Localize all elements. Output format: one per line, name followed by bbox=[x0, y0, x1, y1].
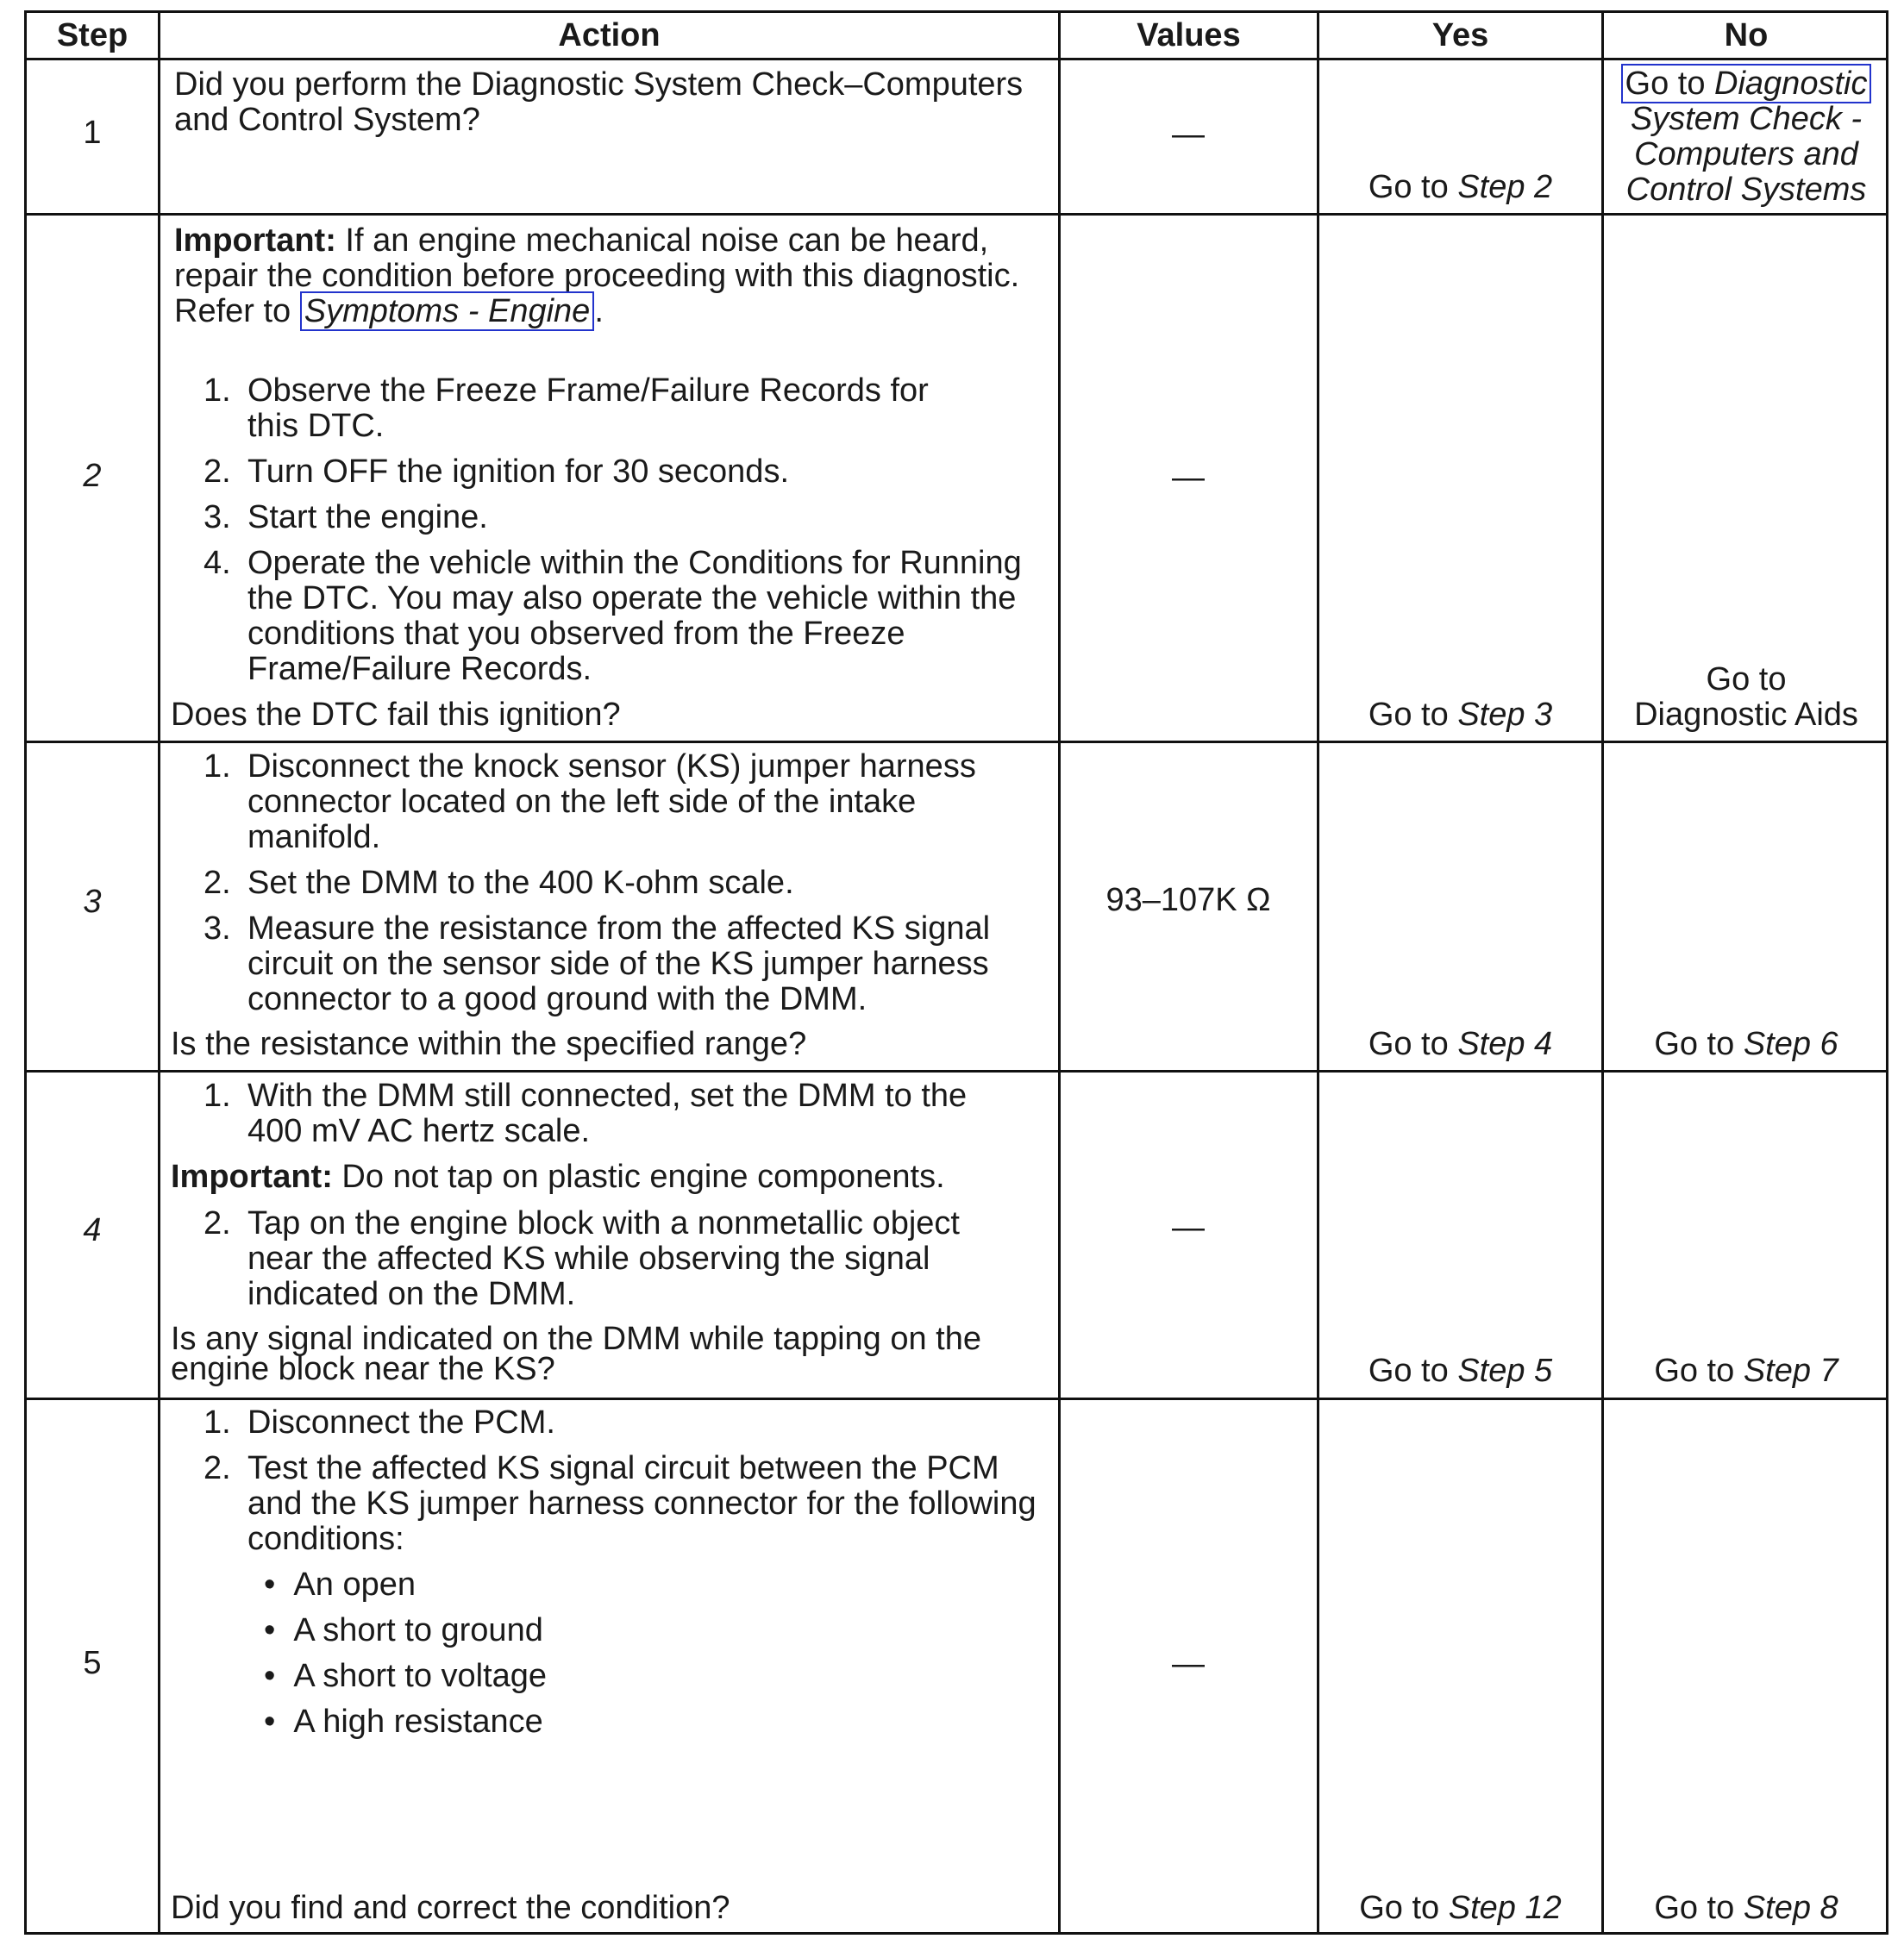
important-note bbox=[171, 1160, 945, 1195]
no-cell[interactable] bbox=[1604, 662, 1888, 733]
goto-text: Go to bbox=[1654, 1353, 1744, 1389]
list-item: Set the DMM to the 400 K-ohm scale. bbox=[247, 865, 794, 901]
yes-cell bbox=[1319, 1891, 1601, 1926]
header-no: No bbox=[1724, 16, 1769, 53]
col-divider bbox=[1058, 13, 1061, 1932]
question-text: Does the DTC fail this ignition? bbox=[171, 697, 621, 733]
goto-text: Go to bbox=[1625, 66, 1715, 102]
row-divider bbox=[27, 213, 1886, 216]
question-text: engine block near the KS? bbox=[171, 1351, 555, 1387]
list-item: and the KS jumper harness connector for the following bbox=[247, 1485, 1037, 1522]
value-cell: — bbox=[1172, 1210, 1205, 1246]
step-link[interactable]: Step 7 bbox=[1743, 1353, 1838, 1389]
list-number: 2. bbox=[204, 1205, 231, 1241]
list-item: With the DMM still connected, set the DMM to the bbox=[247, 1078, 968, 1114]
list-item: 400 mV AC hertz scale. bbox=[247, 1113, 591, 1149]
list-number: 3. bbox=[204, 910, 231, 947]
link-text: Diagnostic bbox=[1714, 66, 1868, 102]
question-text: Is the resistance within the specified range? bbox=[171, 1026, 807, 1062]
list-item: Disconnect the PCM. bbox=[247, 1404, 555, 1441]
goto-text: Go to bbox=[1368, 697, 1458, 733]
no-cell bbox=[1604, 66, 1888, 208]
step-link[interactable]: Step 4 bbox=[1457, 1026, 1553, 1062]
goto-text: Go to bbox=[1359, 1890, 1449, 1926]
no-cell bbox=[1604, 1891, 1888, 1926]
refer-text: Refer to bbox=[174, 293, 300, 329]
yes-cell bbox=[1319, 1354, 1601, 1389]
list-item: manifold. bbox=[247, 819, 381, 855]
bullet-item: • A short to ground bbox=[264, 1612, 543, 1648]
important-text: Do not tap on plastic engine components. bbox=[332, 1159, 945, 1195]
list-number: 4. bbox=[204, 545, 231, 581]
list-item: connector located on the left side of the intake bbox=[247, 784, 917, 820]
no-cell bbox=[1604, 1027, 1888, 1062]
bullet-item: • A high resistance bbox=[264, 1704, 543, 1740]
list-item: circuit on the sensor side of the KS jumper harness bbox=[247, 946, 989, 982]
step-link[interactable]: Step 2 bbox=[1457, 169, 1553, 205]
header-action: Action bbox=[558, 16, 661, 53]
col-divider bbox=[1601, 13, 1604, 1932]
important-note bbox=[174, 223, 988, 259]
step-link[interactable]: Step 6 bbox=[1743, 1026, 1838, 1062]
diagnostic-system-check-link[interactable] bbox=[1621, 64, 1872, 103]
diagnostic-table bbox=[24, 10, 1888, 1935]
question-text: Is any signal indicated on the DMM while tapping on the bbox=[171, 1321, 981, 1357]
header-step: Step bbox=[56, 16, 128, 53]
list-number: 1. bbox=[204, 748, 231, 785]
list-item: Turn OFF the ignition for 30 seconds. bbox=[247, 453, 790, 490]
important-text: If an engine mechanical noise can be heard, bbox=[335, 222, 989, 259]
list-item: Test the affected KS signal circuit between the PCM bbox=[247, 1450, 999, 1486]
goto-text: Go to bbox=[1706, 661, 1787, 697]
step-link[interactable]: Step 3 bbox=[1457, 697, 1553, 733]
list-item: Start the engine. bbox=[247, 499, 488, 535]
diagnostic-aids-link[interactable]: Diagnostic Aids bbox=[1634, 697, 1858, 733]
step-number: 4 bbox=[83, 1212, 102, 1248]
list-item: Observe the Freeze Frame/Failure Records for bbox=[247, 372, 929, 409]
goto-text: Go to bbox=[1368, 169, 1458, 205]
important-label: Important: bbox=[174, 222, 336, 259]
bullet-item: • An open bbox=[264, 1567, 416, 1603]
bullet-text: A short to ground bbox=[293, 1612, 543, 1648]
step-link[interactable]: Step 12 bbox=[1448, 1890, 1562, 1926]
goto-text: Go to bbox=[1368, 1026, 1458, 1062]
bullet-text: A high resistance bbox=[293, 1704, 543, 1740]
yes-cell bbox=[1319, 697, 1601, 733]
value-cell: — bbox=[1172, 116, 1205, 153]
list-item: Operate the vehicle within the Conditions for Running bbox=[247, 545, 1022, 581]
list-number: 1. bbox=[204, 1078, 231, 1114]
list-item: Tap on the engine block with a nonmetallic object bbox=[247, 1205, 960, 1241]
list-number: 2. bbox=[204, 865, 231, 901]
list-item: the DTC. You may also operate the vehicle within the bbox=[247, 580, 1017, 616]
value-cell: — bbox=[1172, 460, 1205, 496]
list-number: 2. bbox=[204, 1450, 231, 1486]
header-values: Values bbox=[1137, 16, 1241, 53]
goto-text: Go to bbox=[1654, 1026, 1744, 1062]
link-text[interactable]: Control Systems bbox=[1625, 172, 1867, 208]
row-divider bbox=[27, 741, 1886, 743]
list-item: conditions that you observed from the Freeze bbox=[247, 616, 905, 652]
action-text: and Control System? bbox=[174, 102, 480, 138]
step-link[interactable]: Step 8 bbox=[1743, 1890, 1838, 1926]
goto-text: Go to bbox=[1368, 1353, 1458, 1389]
list-item: Disconnect the knock sensor (KS) jumper harness bbox=[247, 748, 976, 785]
value-cell: — bbox=[1172, 1646, 1205, 1682]
row-divider bbox=[27, 58, 1886, 60]
col-divider bbox=[1317, 13, 1319, 1932]
goto-text: Go to bbox=[1654, 1890, 1744, 1926]
list-item: Measure the resistance from the affected KS signal bbox=[247, 910, 991, 947]
step-link[interactable]: Step 5 bbox=[1457, 1353, 1553, 1389]
important-text: repair the condition before proceeding with this diagnostic. bbox=[174, 258, 1020, 294]
step-number: 3 bbox=[83, 884, 102, 920]
no-cell bbox=[1604, 1354, 1888, 1389]
col-divider bbox=[158, 13, 160, 1932]
list-item: indicated on the DMM. bbox=[247, 1276, 576, 1312]
bullet-text: A short to voltage bbox=[293, 1658, 548, 1694]
action-text: Did you perform the Diagnostic System Check–Computers bbox=[174, 66, 1024, 103]
step-number: 2 bbox=[83, 458, 102, 494]
bullet-text: An open bbox=[293, 1567, 416, 1603]
list-number: 3. bbox=[204, 499, 231, 535]
yes-cell bbox=[1319, 1027, 1601, 1062]
punctuation: . bbox=[594, 293, 604, 329]
step-number: 1 bbox=[83, 115, 102, 151]
row-divider bbox=[27, 1398, 1886, 1400]
list-item: conditions: bbox=[247, 1521, 404, 1557]
yes-cell bbox=[1319, 170, 1601, 205]
header-yes: Yes bbox=[1431, 16, 1489, 53]
bullet-item: • A short to voltage bbox=[264, 1658, 548, 1694]
list-item: near the affected KS while observing the signal bbox=[247, 1241, 930, 1277]
list-number: 1. bbox=[204, 1404, 231, 1441]
list-number: 1. bbox=[204, 372, 231, 409]
important-text bbox=[174, 294, 604, 329]
link-text[interactable]: System Check - bbox=[1630, 101, 1863, 137]
important-label: Important: bbox=[171, 1159, 333, 1195]
question-text: Did you find and correct the condition? bbox=[171, 1890, 730, 1926]
list-item: Frame/Failure Records. bbox=[247, 651, 592, 687]
list-item: this DTC. bbox=[247, 408, 385, 444]
symptoms-engine-link[interactable]: Symptoms - Engine bbox=[300, 291, 595, 331]
row-divider bbox=[27, 1070, 1886, 1073]
list-number: 2. bbox=[204, 453, 231, 490]
step-number: 5 bbox=[83, 1645, 102, 1681]
list-item: connector to a good ground with the DMM. bbox=[247, 981, 867, 1017]
link-text[interactable]: Computers and bbox=[1634, 136, 1858, 172]
value-cell: 93–107K Ω bbox=[1105, 882, 1271, 918]
